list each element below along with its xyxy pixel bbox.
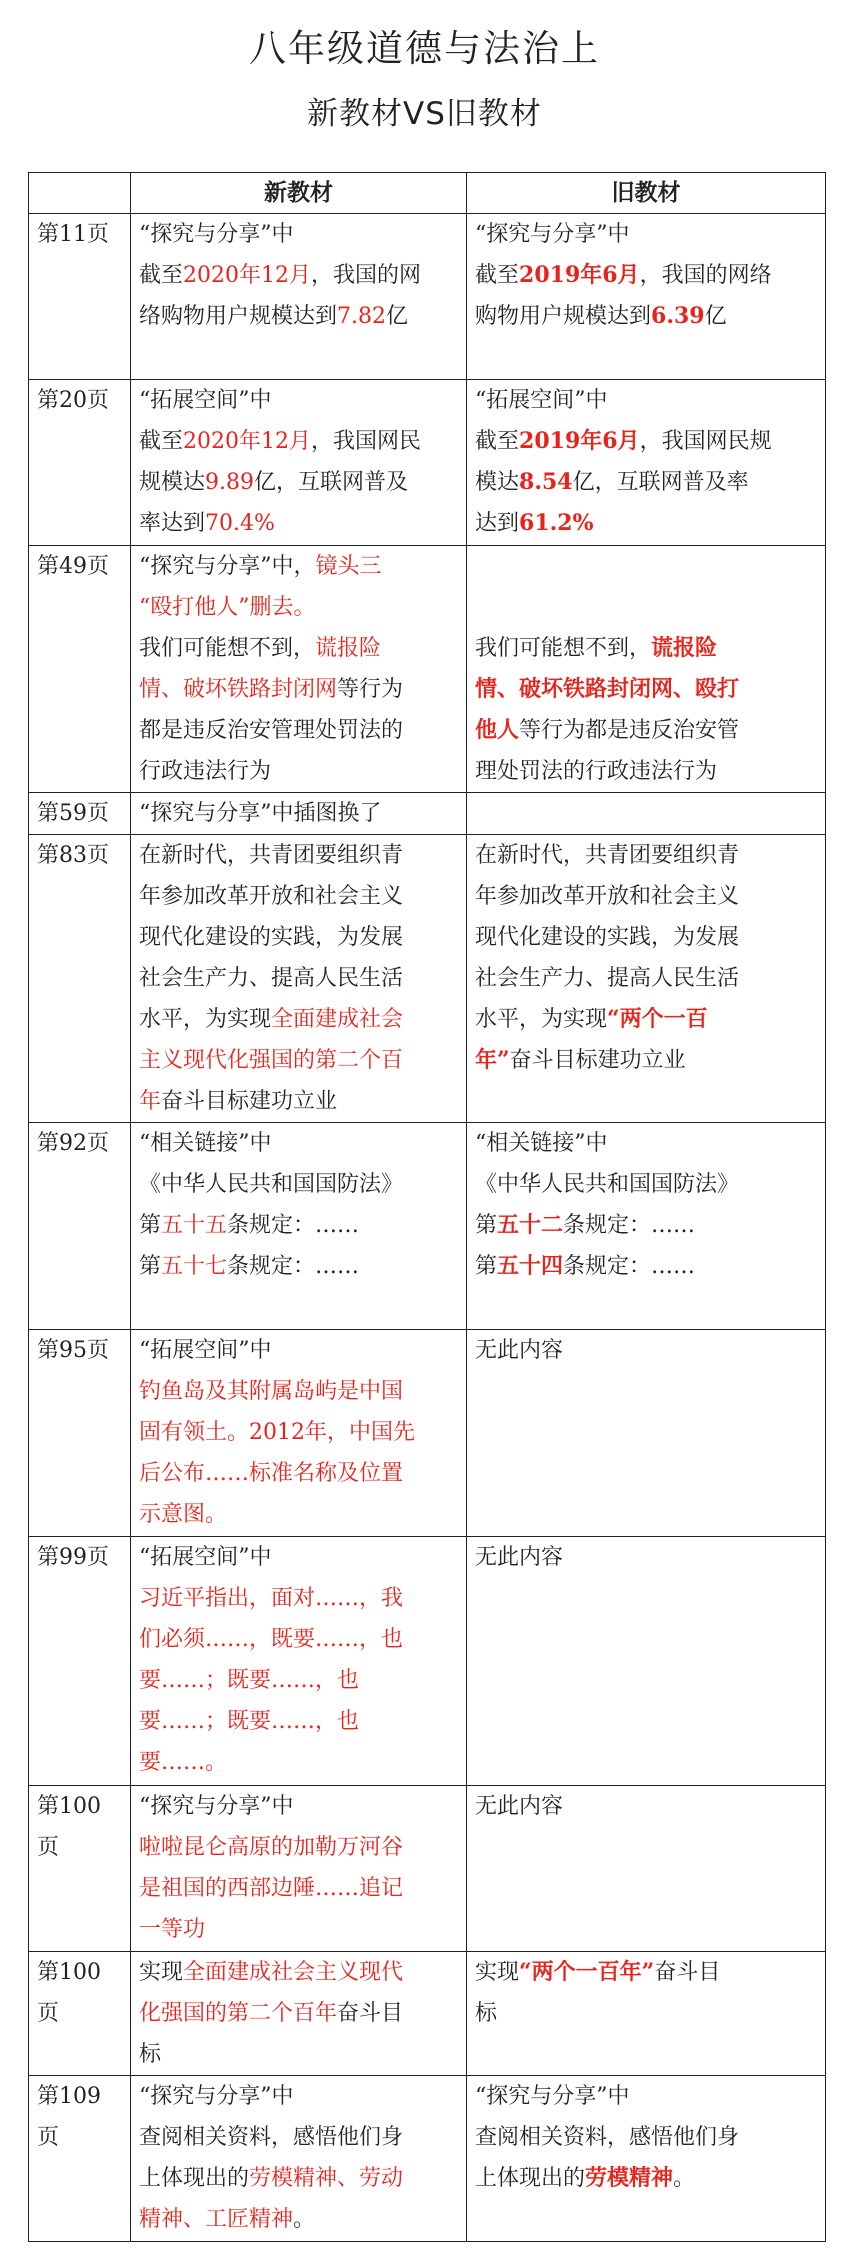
text-segment: 截至 [139, 263, 184, 288]
text-segment: 购物用户规模达到 [475, 304, 652, 329]
table-header-row [29, 173, 826, 214]
text-line [475, 214, 817, 255]
page-number: 第49页 [37, 554, 109, 579]
text-line [475, 1164, 817, 1205]
page-number: 第95页 [37, 1338, 109, 1363]
page-number-cell [29, 380, 131, 546]
text-line [475, 1205, 817, 1246]
page-number-cell [29, 1123, 131, 1330]
page-number: 第11页 [37, 222, 109, 247]
text-segment: “探究与分享”中， [139, 554, 316, 579]
text-line [139, 1786, 458, 1827]
page-number-cell [29, 1330, 131, 1537]
text-line [475, 1330, 817, 1371]
old-textbook-cell [467, 1330, 826, 1537]
page-subtitle: 新教材VS旧教材 [307, 96, 542, 132]
text-line [139, 1701, 458, 1742]
text-segment: 。 [293, 2207, 316, 2232]
text-segment: 《中华人民共和国国防法》 [475, 1172, 740, 1197]
text-segment: “探究与分享”中 [139, 2084, 294, 2109]
page-number-cell [29, 546, 131, 793]
highlighted-text: 一等功 [139, 1917, 206, 1942]
text-segment: 等行为都是违反治安管 [519, 718, 740, 743]
text-line [475, 917, 817, 958]
text-segment: 。 [673, 2166, 696, 2191]
text-line [139, 1246, 458, 1287]
text-segment: 无此内容 [475, 1338, 564, 1363]
text-segment: 规模达 [139, 470, 206, 495]
highlighted-text: 啦啦昆仑高原的加勒万河谷 [139, 1835, 404, 1860]
text-segment: 奋斗目标建功立业 [509, 1048, 686, 1073]
highlighted-text: 劳模精神 [585, 2165, 674, 2191]
new-textbook-cell [131, 793, 467, 835]
text-line [139, 1993, 458, 2034]
text-line [139, 1040, 458, 1081]
text-segment: 理处罚法的行政违法行为 [475, 759, 718, 784]
text-segment: 第 [139, 1254, 162, 1279]
text-segment: 奋斗目标建功立业 [161, 1089, 338, 1114]
text-segment: 模达 [475, 470, 520, 495]
highlighted-text: 谎报险 [651, 635, 718, 661]
text-segment: “探究与分享”中 [139, 1794, 294, 1819]
text-line [475, 587, 817, 628]
text-line [475, 546, 817, 587]
text-line [475, 876, 817, 917]
text-segment: ，我国网民规 [639, 429, 772, 454]
text-segment: ，我国的网络 [639, 263, 772, 288]
page-number-cell [29, 214, 131, 380]
highlighted-text: 要……。 [139, 1750, 228, 1775]
text-line [139, 751, 458, 792]
highlighted-text: 后公布……标准名称及位置 [139, 1461, 404, 1486]
highlighted-text: 7.82 [337, 304, 386, 329]
text-segment: 年参加改革开放和社会主义 [139, 884, 404, 909]
table-row [29, 1537, 826, 1786]
page-number: 第59页 [37, 801, 109, 826]
text-line [139, 1660, 458, 1701]
text-segment: 条规定：…… [227, 1254, 360, 1279]
text-line [139, 255, 458, 296]
page-number: 第99页 [37, 1545, 109, 1570]
text-segment: 率达到 [139, 511, 206, 536]
text-line [139, 296, 458, 337]
highlighted-text: 8.54 [519, 469, 573, 495]
table-row [29, 1952, 826, 2076]
text-line [475, 628, 817, 669]
page-title: 八年级道德与法治上 [249, 27, 600, 70]
text-segment: 查阅相关资料，感悟他们身 [139, 2125, 404, 2150]
new-textbook-cell [131, 1786, 467, 1952]
text-line [139, 587, 458, 628]
text-line [475, 1123, 817, 1164]
text-line [475, 2158, 817, 2199]
text-line [139, 958, 458, 999]
highlighted-text: 要……；既要……，也 [139, 1709, 360, 1734]
highlighted-text: 们必须……，既要……，也 [139, 1627, 404, 1652]
highlighted-text: “两个一百 [607, 1006, 708, 1032]
highlighted-text: 五十二 [497, 1212, 564, 1238]
page-number-cell [29, 793, 131, 835]
text-segment: 亿 [386, 304, 409, 329]
text-segment: 达到 [475, 511, 520, 536]
text-line [139, 1123, 458, 1164]
text-line [475, 503, 817, 544]
text-line [139, 917, 458, 958]
text-line [139, 669, 458, 710]
old-textbook-cell [467, 835, 826, 1123]
table-row [29, 1123, 826, 1330]
text-segment: 第 [475, 1213, 498, 1238]
text-segment: 在新时代，共青团要组织青 [475, 843, 740, 868]
text-segment: ，我国网民 [311, 429, 422, 454]
text-segment: 络购物用户规模达到 [139, 304, 338, 329]
text-segment: 在新时代，共青团要组织青 [139, 843, 404, 868]
text-line [139, 1909, 458, 1950]
highlighted-text: 五十七 [161, 1254, 228, 1279]
text-line [139, 835, 458, 876]
highlighted-text: 习近平指出，面对……，我 [139, 1586, 404, 1611]
text-line [139, 2117, 458, 2158]
text-line [139, 1205, 458, 1246]
new-textbook-cell [131, 1123, 467, 1330]
text-line [139, 503, 458, 544]
text-line [139, 876, 458, 917]
page-number: 第109 [37, 2084, 101, 2109]
text-line [139, 2158, 458, 2199]
text-segment: 我们可能想不到， [475, 636, 652, 661]
old-textbook-cell [467, 546, 826, 793]
page-number-cell [29, 1786, 131, 1952]
text-segment: 查阅相关资料，感悟他们身 [475, 2125, 740, 2150]
text-line [139, 1494, 458, 1535]
text-segment: 条规定：…… [563, 1254, 696, 1279]
old-textbook-cell [467, 1952, 826, 2076]
text-line [475, 669, 817, 710]
text-segment: 条规定：…… [563, 1213, 696, 1238]
highlighted-text: 6.39 [651, 303, 705, 329]
text-line [475, 710, 817, 751]
old-textbook-cell [467, 1123, 826, 1330]
text-line [139, 1952, 458, 1993]
page-number-cell [29, 1952, 131, 2076]
header-new-textbook: 新教材 [131, 173, 467, 214]
text-line [139, 1081, 458, 1122]
new-textbook-cell [131, 835, 467, 1123]
page-number: 页 [37, 2001, 60, 2026]
text-segment: 都是违反治安管理处罚法的 [139, 718, 404, 743]
text-segment: “相关链接”中 [475, 1131, 608, 1156]
highlighted-text: 示意图。 [139, 1502, 228, 1527]
highlighted-text: 镜头三 [315, 554, 382, 579]
text-line [475, 462, 817, 503]
old-textbook-cell [467, 380, 826, 546]
text-line [475, 1246, 817, 1287]
text-line [475, 1993, 817, 2034]
text-line [139, 2076, 458, 2117]
text-line [139, 1578, 458, 1619]
text-segment: “探究与分享”中插图换了 [139, 801, 382, 826]
text-line [475, 255, 817, 296]
highlighted-text: “殴打他人”删去。 [139, 595, 316, 620]
text-segment: 第 [475, 1254, 498, 1279]
text-segment: 我们可能想不到， [139, 636, 316, 661]
text-segment: “探究与分享”中 [139, 222, 294, 247]
text-line [475, 958, 817, 999]
text-segment: 无此内容 [475, 1545, 564, 1570]
highlighted-text: 全面建成社会 [271, 1007, 404, 1032]
text-segment: 截至 [475, 263, 520, 288]
text-line [475, 380, 817, 421]
text-line [139, 1371, 458, 1412]
text-segment: 标 [139, 2042, 162, 2067]
text-segment: 亿 [704, 304, 727, 329]
text-line [475, 2117, 817, 2158]
text-segment: “拓展空间”中 [475, 388, 608, 413]
highlighted-text: 情、破坏铁路封闭网、殴打 [475, 676, 740, 702]
new-textbook-cell [131, 2076, 467, 2242]
text-segment: 第 [139, 1213, 162, 1238]
table-row [29, 793, 826, 835]
new-textbook-cell [131, 1952, 467, 2076]
text-line [139, 1868, 458, 1909]
text-segment: 亿，互联网普及率 [572, 470, 749, 495]
text-line [139, 1742, 458, 1783]
highlighted-text: 精神、工匠精神 [139, 2207, 294, 2232]
text-segment: 无此内容 [475, 1794, 564, 1819]
text-line [139, 628, 458, 669]
new-textbook-cell [131, 380, 467, 546]
highlighted-text: 2020年12月 [183, 429, 311, 454]
text-line [139, 793, 458, 834]
text-segment: “探究与分享”中 [475, 222, 630, 247]
comparison-table [28, 172, 826, 2242]
highlighted-text: 他人 [475, 717, 520, 743]
highlighted-text: 五十五 [161, 1213, 228, 1238]
new-textbook-cell [131, 1537, 467, 1786]
table-row [29, 214, 826, 380]
highlighted-text: 情、破坏铁路封闭网 [139, 677, 338, 702]
text-segment: 实现 [475, 1960, 520, 1985]
text-segment: “拓展空间”中 [139, 388, 272, 413]
text-line [139, 1619, 458, 1660]
text-segment: 亿，互联网普及 [254, 470, 409, 495]
old-textbook-cell [467, 1786, 826, 1952]
text-line [475, 1537, 817, 1578]
text-segment: 《中华人民共和国国防法》 [139, 1172, 404, 1197]
old-textbook-cell [467, 214, 826, 380]
header-old-textbook: 旧教材 [467, 173, 826, 214]
text-segment: 社会生产力、提高人民生活 [475, 966, 740, 991]
text-line [139, 1330, 458, 1371]
page-number-cell [29, 1537, 131, 1786]
highlighted-text: 全面建成社会主义现代 [183, 1960, 404, 1985]
text-line [475, 1786, 817, 1827]
text-segment: 行政违法行为 [139, 759, 272, 784]
text-segment: 条规定：…… [227, 1213, 360, 1238]
text-segment: “拓展空间”中 [139, 1545, 272, 1570]
highlighted-text: 固有领土。2012年，中国先 [139, 1420, 415, 1445]
page-number: 第100 [37, 1960, 101, 1985]
text-line [475, 296, 817, 337]
text-line [139, 546, 458, 587]
highlighted-text: 年 [139, 1089, 162, 1114]
text-segment: 现代化建设的实践，为发展 [475, 925, 740, 950]
highlighted-text: 要……；既要……，也 [139, 1668, 360, 1693]
text-line [139, 1827, 458, 1868]
new-textbook-cell [131, 546, 467, 793]
text-segment: 截至 [475, 429, 520, 454]
text-segment: 实现 [139, 1960, 184, 1985]
new-textbook-cell [131, 1330, 467, 1537]
page-number: 页 [37, 2125, 60, 2150]
text-line [475, 2076, 817, 2117]
highlighted-text: 劳模精神、劳动 [249, 2166, 404, 2191]
text-segment: 水平，为实现 [475, 1007, 608, 1032]
text-segment: 水平，为实现 [139, 1007, 272, 1032]
page-number-cell [29, 835, 131, 1123]
old-textbook-cell [467, 793, 826, 835]
text-line [139, 421, 458, 462]
table-row [29, 1786, 826, 1952]
highlighted-text: 谎报险 [315, 636, 382, 661]
header-page [29, 173, 131, 214]
highlighted-text: “两个一百年” [519, 1959, 655, 1985]
text-line [475, 835, 817, 876]
table-row [29, 380, 826, 546]
highlighted-text: 61.2% [519, 510, 594, 536]
highlighted-text: 年” [475, 1047, 510, 1073]
text-segment: 社会生产力、提高人民生活 [139, 966, 404, 991]
text-line [475, 1952, 817, 1993]
highlighted-text: 2019年6月 [519, 428, 640, 454]
page-number: 第83页 [37, 843, 109, 868]
text-line [139, 380, 458, 421]
highlighted-text: 钓鱼岛及其附属岛屿是中国 [139, 1379, 404, 1404]
page-number: 第20页 [37, 388, 109, 413]
text-segment: 截至 [139, 429, 184, 454]
text-segment: 奋斗目 [337, 2001, 404, 2026]
page-number: 第92页 [37, 1131, 109, 1156]
highlighted-text: 是祖国的西部边陲……追记 [139, 1876, 404, 1901]
text-line [475, 1040, 817, 1081]
table-row [29, 835, 826, 1123]
highlighted-text: 2020年12月 [183, 263, 311, 288]
text-segment: “相关链接”中 [139, 1131, 272, 1156]
page-number-cell [29, 2076, 131, 2242]
text-segment: “拓展空间”中 [139, 1338, 272, 1363]
text-line [139, 1164, 458, 1205]
text-segment: 年参加改革开放和社会主义 [475, 884, 740, 909]
page-number: 第100 [37, 1794, 101, 1819]
text-line [475, 421, 817, 462]
text-segment: 现代化建设的实践，为发展 [139, 925, 404, 950]
old-textbook-cell [467, 1537, 826, 1786]
text-segment: 上体现出的 [475, 2166, 586, 2191]
highlighted-text: 五十四 [497, 1253, 564, 1279]
text-line [475, 751, 817, 792]
text-line [139, 710, 458, 751]
highlighted-text: 化强国的第二个百年 [139, 2001, 338, 2026]
text-line [139, 214, 458, 255]
text-segment: 等行为 [337, 677, 404, 702]
text-line [475, 999, 817, 1040]
text-line [139, 462, 458, 503]
table-row [29, 2076, 826, 2242]
text-line [139, 1537, 458, 1578]
text-segment: ，我国的网 [311, 263, 422, 288]
text-line [139, 999, 458, 1040]
highlighted-text: 9.89 [205, 470, 254, 495]
highlighted-text: 2019年6月 [519, 262, 640, 288]
highlighted-text: 70.4% [205, 511, 275, 536]
new-textbook-cell [131, 214, 467, 380]
text-line [139, 1412, 458, 1453]
highlighted-text: 主义现代化强国的第二个百 [139, 1048, 404, 1073]
table-row [29, 546, 826, 793]
page-number: 页 [37, 1835, 60, 1860]
old-textbook-cell [467, 2076, 826, 2242]
text-line [139, 1453, 458, 1494]
text-segment: 奋斗目 [654, 1960, 721, 1985]
text-segment: 标 [475, 2001, 498, 2026]
text-segment: “探究与分享”中 [475, 2084, 630, 2109]
text-segment: 上体现出的 [139, 2166, 250, 2191]
text-line [139, 2199, 458, 2240]
table-row [29, 1330, 826, 1537]
text-line [139, 2034, 458, 2075]
